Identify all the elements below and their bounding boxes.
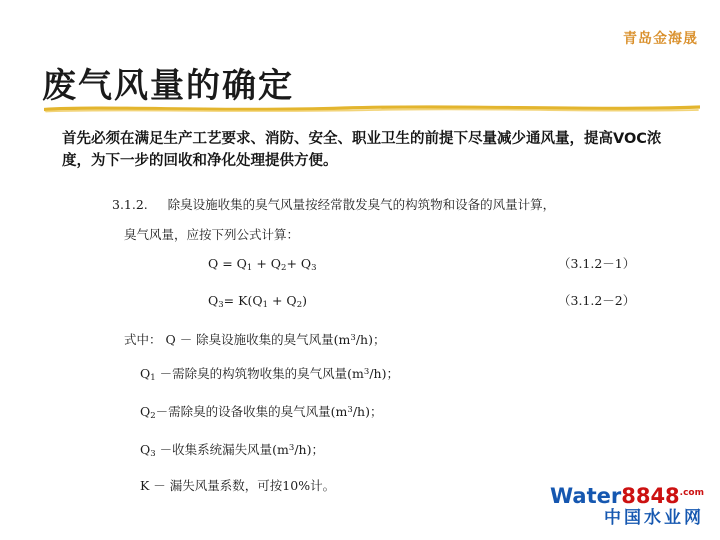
formula-intro: 臭气风量，应按下列公式计算： [124, 227, 300, 242]
watermark-brand-tld: .com [679, 488, 704, 498]
section-text: 除臭设施收集的臭气风量按经常散发臭气的构筑物和设备的风量计算， [167, 197, 556, 212]
watermark-brand-water: Water [549, 484, 622, 508]
formula-row-1 [208, 256, 636, 276]
section-paragraph [112, 196, 632, 213]
watermark [550, 481, 704, 528]
brand-label: 青岛金海晟 [623, 31, 698, 47]
definition-row-0: 式中： Q － 除臭设施收集的臭气风量$(m^3/h)$； [124, 332, 386, 348]
formula-expression-2: $Q_3= K(Q_1 + Q_2)$ [208, 293, 307, 311]
definition-row-1: $Q_1$ －需除臭的构筑物收集的臭气风量$(m^3/h)$； [140, 365, 399, 383]
definition-row-3: $Q_3$ －收集系统漏失风量$(m^3/h)$； [140, 441, 324, 459]
lead-paragraph: 首先必须在满足生产工艺要求、消防、安全、职业卫生的前提下尽量减少通风量，提高VOC浓度，为下一步的回收和净化处理提供方便。 [62, 131, 662, 169]
formula-number-1: （3.1.2－1） [558, 256, 636, 271]
page-title: 废气风量的确定 [42, 66, 294, 106]
formula-row-2 [208, 293, 636, 313]
body-content [112, 196, 636, 510]
watermark-brand-number: 8848 [621, 484, 680, 508]
definition-row-4: K － 漏失风量系数，可按10%计。 [140, 477, 336, 493]
formula-number-2: （3.1.2－2） [558, 293, 636, 309]
title-underline-decoration [44, 104, 700, 113]
where-label: 式中： [124, 332, 162, 348]
watermark-line-1 [550, 481, 704, 508]
definition-row-2: $Q_2-$需除臭的设备收集的臭气风量$(m^3/h)$； [140, 403, 383, 421]
watermark-line-2: 中国水业网 [604, 508, 704, 528]
formula-expression-1: $Q = Q_1 + Q_2+ Q_3$ [208, 256, 317, 274]
section-number: 3.1.2. [112, 197, 148, 212]
